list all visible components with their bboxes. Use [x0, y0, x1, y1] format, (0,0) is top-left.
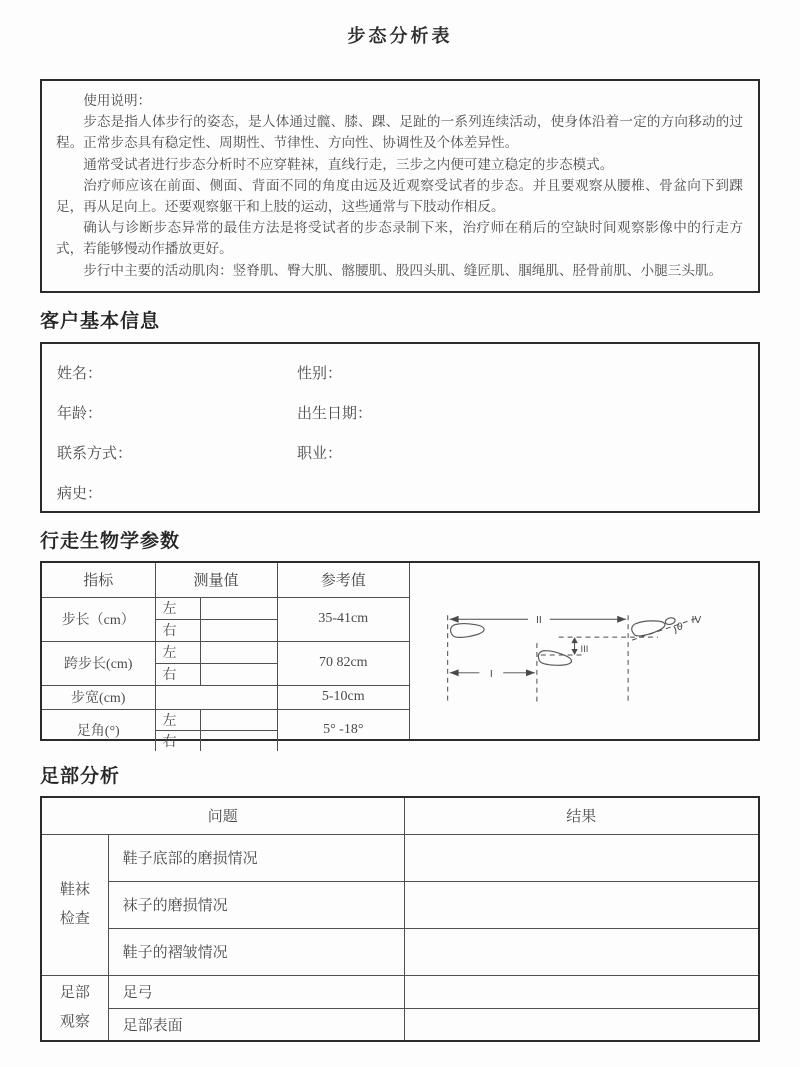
result-cell — [404, 881, 759, 928]
client-info-box — [40, 342, 760, 513]
indicator-step-width: 步宽(cm) — [42, 685, 155, 709]
arrowhead — [450, 669, 459, 676]
result-cell — [404, 1008, 759, 1041]
arrowhead — [571, 637, 577, 643]
side-label-left: 左 — [155, 709, 200, 730]
section-heading-foot-analysis: 足部分析 — [40, 766, 121, 787]
reference-foot-angle: 5° -18° — [277, 709, 409, 751]
col-header-measured: 测量值 — [155, 563, 277, 597]
footprint-icon — [630, 614, 676, 638]
side-label-left: 左 — [155, 641, 200, 663]
biomech-table — [42, 563, 409, 751]
measure-input-cell — [200, 641, 277, 663]
instruction-paragraph: 治疗师应该在前面、侧面、背面不同的角度由远及近观察受试者的步态。并且要观察从腰椎、骨盆向下到踝足，再从足向上。还要观察躯干和上肢的运动，这些通常与下肢动作相反。 — [56, 177, 743, 215]
side-label-right: 右 — [155, 619, 200, 641]
arrowhead — [617, 616, 626, 623]
result-cell — [404, 975, 759, 1008]
arrowhead — [450, 616, 459, 623]
measure-input-cell — [200, 709, 277, 730]
group-shoe-sock-check: 鞋袜检查 — [41, 834, 108, 975]
field-label-contact: 联系方式： — [57, 445, 133, 462]
instruction-paragraph: 步行中主要的活动肌肉：竖脊肌、臀大肌、髂腰肌、股四头肌、缝匠肌、腘绳肌、胫骨前肌、小腿三头肌。 — [83, 262, 723, 278]
indicator-foot-angle: 足角(°) — [42, 709, 155, 751]
footprint-icon — [450, 621, 485, 638]
reference-stride-length: 70 82cm — [277, 641, 409, 685]
diagram-label-theta: θ — [676, 622, 683, 634]
col-header-result: 结果 — [404, 797, 759, 834]
question-foot-surface: 足部表面 — [108, 1008, 404, 1041]
gait-footprint-diagram — [410, 563, 758, 739]
result-cell — [404, 928, 759, 975]
field-label-medical-history: 病史： — [57, 485, 103, 502]
arrowhead — [526, 669, 535, 676]
measure-input-cell — [200, 597, 277, 619]
col-header-reference: 参考值 — [277, 563, 409, 597]
measure-input-cell — [200, 663, 277, 685]
question-sock-wear: 袜子的磨损情况 — [108, 881, 404, 928]
question-shoe-sole-wear: 鞋子底部的磨损情况 — [108, 834, 404, 881]
foot-analysis-table — [40, 796, 760, 1042]
field-label-age: 年龄： — [57, 405, 103, 422]
diagram-label-width: III — [580, 644, 589, 655]
side-label-right: 右 — [155, 663, 200, 685]
diagram-label-stride: II — [535, 615, 542, 627]
col-header-question: 问题 — [41, 797, 404, 834]
field-label-birth-date: 出生日期： — [297, 405, 373, 422]
arrowhead — [571, 649, 577, 655]
field-label-gender: 性别： — [297, 365, 343, 382]
diagram-label-angle: IV — [691, 615, 702, 627]
result-cell — [404, 834, 759, 881]
side-label-left: 左 — [155, 597, 200, 619]
angle-arc — [674, 626, 676, 634]
question-foot-arch: 足弓 — [108, 975, 404, 1008]
instructions-heading: 使用说明： — [83, 93, 152, 108]
measure-input-cell — [200, 730, 277, 751]
footprint-icon — [538, 650, 573, 667]
measure-input-cell — [200, 619, 277, 641]
side-label-right: 右 — [155, 730, 200, 751]
instruction-paragraph: 步态是指人体步行的姿态，是人体通过髋、膝、踝、足趾的一系列连续活动，使身体沿着一定的方向移动的过程。正常步态具有稳定性、周期性、节律性、方向性、协调性及个体差异性。 — [56, 114, 743, 151]
reference-step-length: 35-41cm — [277, 597, 409, 641]
page-title: 步态分析表 — [347, 26, 453, 46]
indicator-stride-length: 跨步长(cm) — [42, 641, 155, 685]
instruction-paragraph: 通常受试者进行步态分析时不应穿鞋袜，直线行走，三步之内便可建立稳定的步态模式。 — [83, 156, 614, 172]
instruction-paragraph: 确认与诊断步态异常的最佳方法是将受试者的步态录制下来，治疗师在稍后的空缺时间观察影像中的行走方式，若能够慢动作播放更好。 — [56, 220, 743, 257]
field-label-name: 姓名： — [57, 365, 103, 382]
instructions-box — [40, 79, 760, 293]
question-shoe-crease: 鞋子的褶皱情况 — [108, 928, 404, 975]
col-header-indicator: 指标 — [42, 563, 155, 597]
measure-input-cell — [155, 685, 277, 709]
section-heading-client-info: 客户基本信息 — [40, 311, 161, 332]
gait-diagram-panel — [409, 563, 758, 739]
reference-step-width: 5-10cm — [277, 685, 409, 709]
group-foot-observation: 足部观察 — [41, 975, 108, 1041]
indicator-step-length: 步长（cm） — [42, 597, 155, 641]
field-label-occupation: 职业： — [297, 445, 343, 462]
diagram-label-step: I — [489, 668, 493, 680]
biomech-parameters-box — [40, 561, 760, 750]
section-heading-biomech: 行走生物学参数 — [40, 531, 181, 552]
